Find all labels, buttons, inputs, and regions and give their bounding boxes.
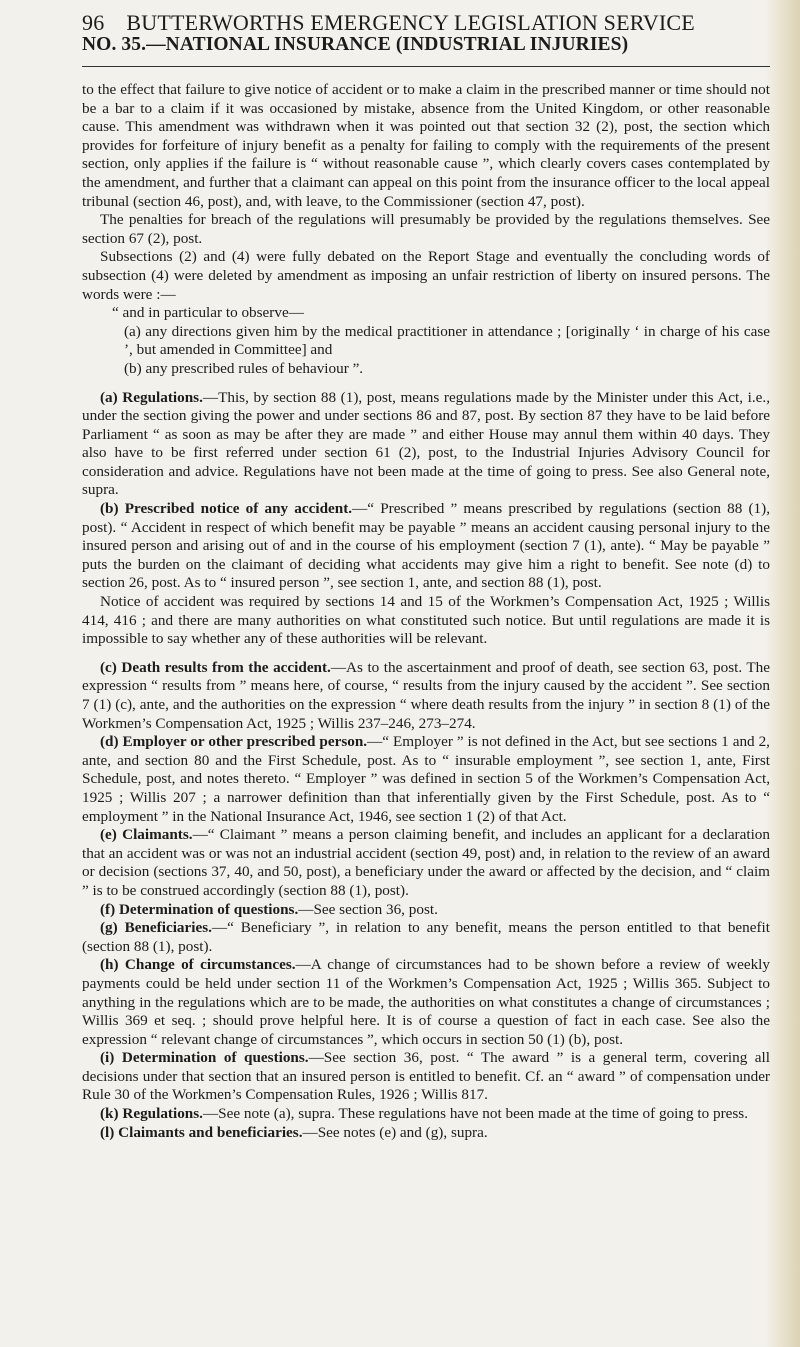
note-g <box>82 919 770 956</box>
page-edge-shadow <box>766 0 800 1347</box>
note-d <box>82 733 770 826</box>
note-k <box>82 1105 770 1124</box>
note-b-continued: Notice of accident was required by sections 14 and 15 of the Workmen’s Compensation Act, 1925 ; Willis 414, 416 ; and there are many authorities on what constituted such notice. But until regulations are made it is impossible to say whether any of these authorities will be relevant. <box>82 593 770 648</box>
note-a-heading: (a) Regulations. <box>100 388 203 406</box>
note-f <box>82 901 770 920</box>
note-i-heading: (i) Determination of questions. <box>100 1049 309 1067</box>
page-header <box>82 12 770 56</box>
running-head <box>82 12 770 34</box>
header-rule <box>82 66 770 67</box>
note-k-text: —See note (a), supra. These regulations have not been made at the time of going to press. <box>202 1105 748 1123</box>
quoted-item-a: (a) any directions given him by the medical practitioner in attendance ; [originally ‘ in charge of his case ’, but amended in Committee] and <box>124 322 770 359</box>
note-d-heading: (d) Employer or other prescribed person. <box>100 733 368 751</box>
note-h-heading: (h) Change of circumstances. <box>100 956 296 974</box>
note-g-text: —“ Beneficiary ”, in relation to any benefit, means the person entitled to that benefit (section 88 (1), post). <box>82 919 770 955</box>
note-f-text: —See section 36, post. <box>298 900 438 918</box>
note-a-text: —This, by section 88 (1), post, means regulations made by the Minister under this Act, i.e., under the section giving the power and under sections 86 and 87, post. By section 87 they have to be laid before Parliament “ as soon as may be after they are made ” and either House may annul them within 40 days. They also have to be first referred under section 61 (2), post, to the Industrial Injuries Advisory Council for consideration and advice. Regulations have not been made at the time of going to press. See also General note, supra. <box>82 388 771 499</box>
note-i-text: —See section 36, post. “ The award ” is a general term, covering all decisions under that section that an insured person is entitled to benefit. Cf. an “ award ” of compensation under Rule 30 of the Workmen’s Compensation Rules, 1926 ; Willis 817. <box>82 1049 770 1104</box>
page-body <box>82 81 770 1142</box>
act-title: NO. 35.—NATIONAL INSURANCE (INDUSTRIAL INJURIES) <box>82 34 629 55</box>
note-e-heading: (e) Claimants. <box>100 826 193 844</box>
note-b-heading: (b) Prescribed notice of any accident. <box>100 500 353 518</box>
quoted-words: “ and in particular to observe— <box>112 304 304 322</box>
book-page <box>82 12 770 1142</box>
page-number: 96 <box>82 10 105 35</box>
paragraph-subsections: Subsections (2) and (4) were fully debated on the Report Stage and eventually the concluding words of subsection (4) were deleted by amendment as imposing an unfair restriction of liberty on insured persons. The words were :— <box>82 248 770 303</box>
note-k-heading: (k) Regulations. <box>100 1105 203 1123</box>
quoted-item-b: (b) any prescribed rules of behaviour ”. <box>124 359 364 377</box>
note-c-heading: (c) Death results from the accident. <box>100 658 331 676</box>
running-title: BUTTERWORTHS EMERGENCY LEGISLATION SERVICE <box>126 10 695 35</box>
paragraph-continued: to the effect that failure to give notice of accident or to make a claim in the prescribed manner or time should not be a bar to a claim if it was occasioned by mistake, absence from the United Kingdom, or other reasonable cause. This amendment was withdrawn when it was pointed out that section 32 (2), post, the section which provides for forfeiture of injury benefit as a penalty for failing to comply with the requirements of the present section, only applies if the failure is “ without reasonable cause ”, which clearly covers cases contemplated by the amendment, and further that a claimant can appeal on this point from the insurance officer to the local appeal tribunal (section 46, post), and, with leave, to the Commissioner (section 47, post). <box>82 81 770 210</box>
note-h <box>82 956 770 1049</box>
note-f-heading: (f) Determination of questions. <box>100 900 299 918</box>
note-c <box>82 659 770 733</box>
note-a <box>82 389 770 501</box>
note-d-text: —“ Employer ” is not defined in the Act, but see sections 1 and 2, ante, and section 80 and the First Schedule, post. As to “ insurable employment ”, see section 1, ante, First Schedule, post, and notes thereto. “ Employer ” was defined in section 5 of the Workmen’s Compensation Act, 1925 ; Willis 207 ; a narrower definition than that inferentially given by the First Schedule, post. As to “ employment ” in the National Insurance Act, 1946, see section 1 (2) of that Act. <box>82 733 770 825</box>
note-l-text: —See notes (e) and (g), supra. <box>302 1123 488 1141</box>
note-g-heading: (g) Beneficiaries. <box>100 919 212 937</box>
note-e <box>82 826 770 900</box>
note-c-text: —As to the ascertainment and proof of death, see section 63, post. The expression “ results from ” means here, of course, “ results from the injury caused by the accident ”. See section 7 (1) (c), ante, and the authorities on the expression “ where death results from the injury ” in section 8 (1) of the Workmen’s Compensation Act, 1925 ; Willis 237–246, 273–274. <box>82 658 770 732</box>
note-b <box>82 500 770 593</box>
note-l-heading: (l) Claimants and beneficiaries. <box>100 1123 303 1141</box>
note-e-text: —“ Claimant ” means a person claiming benefit, and includes an applicant for a declaration that an accident was or was not an industrial accident (section 49, post) and, in relation to the review of an award or decision (sections 37, 40, and 50, post), a beneficiary under the award or affected by the decision, and “ claim ” is to be construed accordingly (section 88 (1), post). <box>82 826 770 899</box>
paragraph-penalties: The penalties for breach of the regulations will presumably be provided by the regulations themselves. See section 67 (2), post. <box>82 211 770 247</box>
note-l <box>82 1124 770 1143</box>
note-b-text: —“ Prescribed ” means prescribed by regulations (section 88 (1), post). “ Accident in respect of which benefit may be payable ” means an accident causing personal injury to the insured person and arising out of and in the course of his employment (section 7 (1), ante). “ May be payable ” puts the burden on the claimant of deciding what accidents may give him a right to benefit. See note (d) to section 26, post. As to “ insured person ”, see section 1, ante, and section 88 (1), post. <box>82 500 770 592</box>
note-h-text: —A change of circumstances had to be shown before a review of weekly payments could be held under section 11 of the Workmen’s Compensation Act, 1925 ; Willis 365. Subject to anything in the regulations which are to be made, the authorities on what constitutes a change of circumstances ; Willis 369 et seq. ; should prove helpful here. It is of course a question of fact in each case. See also the expression “ relevant change of circumstances ”, which occurs in section 50 (1) (b), post. <box>82 956 770 1048</box>
note-i <box>82 1049 770 1105</box>
